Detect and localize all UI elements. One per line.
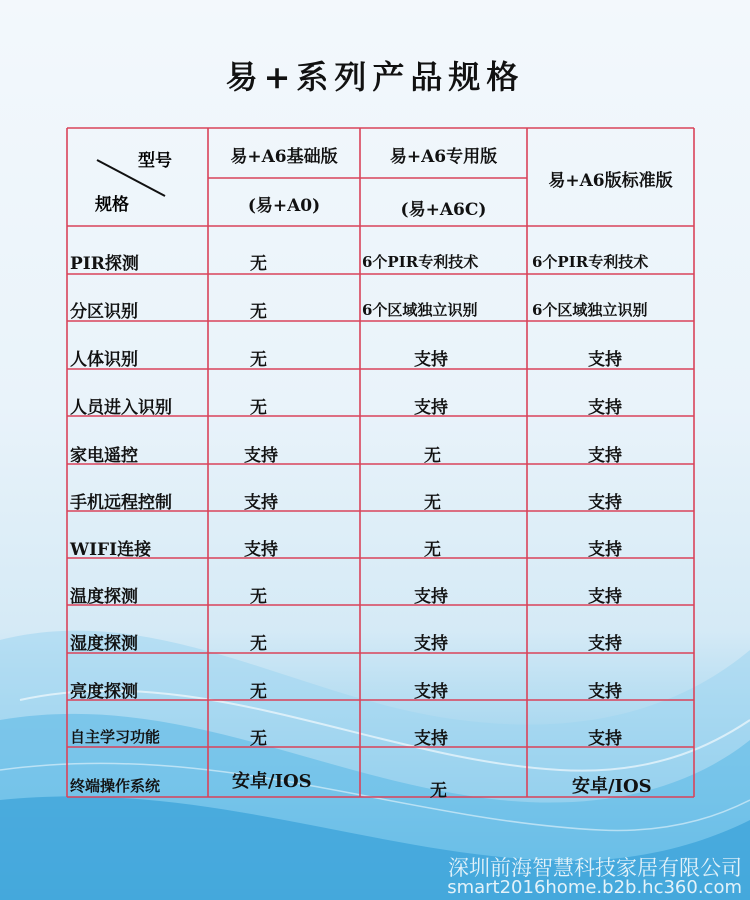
row-value-col2: 无 <box>424 445 441 466</box>
row-value-col3: 支持 <box>588 445 622 466</box>
row-value-col1: 无 <box>250 633 267 654</box>
row-value-col3: 支持 <box>588 349 622 370</box>
row-value-col1: 无 <box>250 681 267 702</box>
row-value-col2: 无 <box>424 539 441 560</box>
row-value-col1: 无 <box>250 253 267 274</box>
page-title: 易+系列产品规格 <box>225 58 525 96</box>
col1-header-name: 易+A6基础版 <box>230 146 338 167</box>
row-label: 分区识别 <box>70 301 138 322</box>
row-value-col1: 安卓/IOS <box>232 771 312 792</box>
row-value-col1: 无 <box>250 349 267 370</box>
row-value-col3: 支持 <box>588 728 622 749</box>
row-value-col2: 支持 <box>414 397 448 418</box>
row-value-col1: 无 <box>250 728 267 749</box>
row-value-col1: 无 <box>250 301 267 322</box>
row-label: WIFI连接 <box>70 539 152 560</box>
col2-header-sub: (易+A6C) <box>400 199 487 220</box>
website-watermark: smart2016home.b2b.hc360.com <box>447 877 742 898</box>
row-value-col2: 无 <box>424 492 441 513</box>
row-value-col1: 无 <box>250 397 267 418</box>
row-label: 湿度探测 <box>70 633 138 654</box>
row-label: PIR探测 <box>70 253 139 274</box>
row-value-col2: 6个PIR专利技术 <box>362 252 479 271</box>
header-corner-spec: 规格 <box>95 195 129 215</box>
row-value-col3: 支持 <box>588 586 622 607</box>
row-label: 亮度探测 <box>70 681 138 702</box>
row-value-col1: 支持 <box>244 539 278 560</box>
row-value-col2: 支持 <box>414 586 448 607</box>
col1-header-sub: (易+A0) <box>247 195 321 216</box>
col3-header-name: 易+A6版标准版 <box>548 170 673 191</box>
header-corner-model: 型号 <box>138 151 172 171</box>
row-value-col3: 6个PIR专利技术 <box>532 252 649 271</box>
row-label: 自主学习功能 <box>70 727 161 746</box>
row-value-col3: 支持 <box>588 397 622 418</box>
row-value-col3: 6个区域独立识别 <box>532 300 648 319</box>
row-value-col2: 支持 <box>414 349 448 370</box>
row-label: 人体识别 <box>70 349 138 370</box>
row-value-col2: 支持 <box>414 728 448 749</box>
row-value-col2: 无 <box>430 780 447 801</box>
row-value-col3: 支持 <box>588 539 622 560</box>
row-value-col1: 支持 <box>244 492 278 513</box>
company-name-watermark: 深圳前海智慧科技家居有限公司 <box>448 856 742 880</box>
row-label: 温度探测 <box>70 586 138 607</box>
row-value-col3: 支持 <box>588 633 622 654</box>
col2-header-name: 易+A6专用版 <box>389 146 498 167</box>
row-value-col2: 支持 <box>414 633 448 654</box>
row-value-col2: 支持 <box>414 681 448 702</box>
row-label: 家电遥控 <box>70 445 138 466</box>
row-value-col3: 安卓/IOS <box>572 776 652 797</box>
row-label: 终端操作系统 <box>70 776 161 795</box>
row-value-col1: 支持 <box>244 445 278 466</box>
row-value-col3: 支持 <box>588 492 622 513</box>
row-value-col1: 无 <box>250 586 267 607</box>
row-label: 人员进入识别 <box>70 397 172 418</box>
row-value-col2: 6个区域独立识别 <box>362 300 478 319</box>
row-value-col3: 支持 <box>588 681 622 702</box>
row-label: 手机远程控制 <box>70 492 172 513</box>
